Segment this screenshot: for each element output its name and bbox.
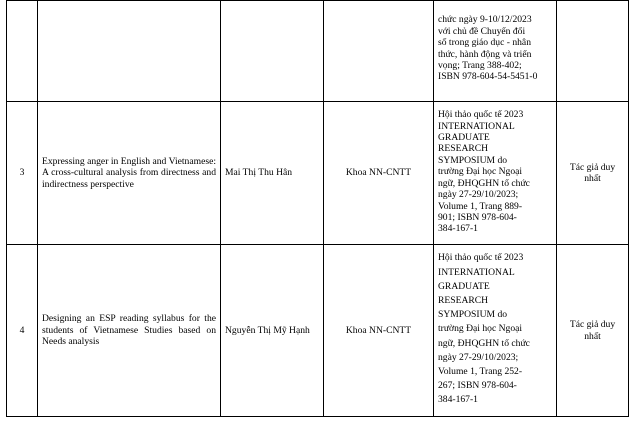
publication-venue [434, 1, 557, 102]
role-line: nhất [584, 330, 601, 342]
venue-line: 384-167-1 [438, 223, 478, 235]
author-name: Mai Thị Thu Hân [221, 102, 324, 245]
paper-title [38, 1, 221, 102]
table-row [7, 102, 629, 245]
author-name [221, 1, 324, 102]
venue-line: trường Đại học Ngoại [438, 166, 523, 178]
venue-line: Hội thảo quốc tế 2023 [438, 252, 524, 264]
venue-line: ngữ, ĐHQGHN tổ chức [438, 337, 530, 349]
venue-line: RESEARCH [438, 143, 489, 155]
venue-line: vọng; Trang 388-402; [438, 59, 522, 71]
venue-line: 384-167-1 [438, 394, 478, 406]
venue-line: 267; ISBN 978-604- [438, 380, 517, 392]
venue-line: Volume 1, Trang 889- [438, 200, 523, 212]
role-line: Tác giả duy [569, 161, 616, 173]
venue-line: số trong giáo dục - nhân [438, 37, 531, 49]
venue-line: trường Đại học Ngoại [438, 323, 523, 335]
row-number: 3 [7, 102, 38, 245]
venue-line: thức, hành động và triển [438, 48, 532, 60]
venue-line: ISBN 978-604-54-5451-0 [438, 71, 538, 83]
venue-line: chức ngày 9-10/12/2023 [438, 14, 532, 26]
venue-line: GRADUATE [438, 280, 490, 292]
paper-title: Designing an ESP reading syllabus for the students of Vietnamese Studies based on Needs analysis [38, 245, 221, 417]
venue-line: với chủ đề Chuyển đổi [438, 25, 526, 37]
venue-line: INTERNATIONAL [438, 120, 515, 132]
venue-line: Hội thảo quốc tế 2023 [438, 109, 524, 121]
venue-line: 901; ISBN 978-604- [438, 211, 517, 223]
author-role [557, 102, 629, 245]
venue-line: ngày 27-29/10/2023; [438, 351, 519, 363]
venue-line: SYMPOSIUM do [438, 154, 508, 166]
publications-table [6, 0, 629, 417]
publication-venue [434, 102, 557, 245]
venue-line: RESEARCH [438, 294, 489, 306]
publication-venue [434, 245, 557, 417]
paper-title: Expressing anger in English and Vietnamese: A cross-cultural analysis from directness and indirectness perspective [38, 102, 221, 245]
venue-line: INTERNATIONAL [438, 266, 515, 278]
venue-line: SYMPOSIUM do [438, 309, 508, 321]
table-row [7, 1, 629, 102]
venue-line: ngữ, ĐHQGHN tổ chức [438, 177, 530, 189]
table-row [7, 245, 629, 417]
author-role [557, 245, 629, 417]
role-line: nhất [584, 173, 601, 184]
author-name: Nguyễn Thị Mỹ Hạnh [221, 245, 324, 417]
venue-line: GRADUATE [438, 132, 490, 144]
venue-line: ngày 27-29/10/2023; [438, 189, 519, 201]
author-role [557, 1, 629, 102]
role-line: Tác giả duy [569, 319, 616, 331]
row-number: 4 [7, 245, 38, 417]
department: Khoa NN-CNTT [324, 102, 434, 245]
venue-line: Volume 1, Trang 252- [438, 366, 523, 377]
row-number [7, 1, 38, 102]
department [324, 1, 434, 102]
department: Khoa NN-CNTT [324, 245, 434, 417]
